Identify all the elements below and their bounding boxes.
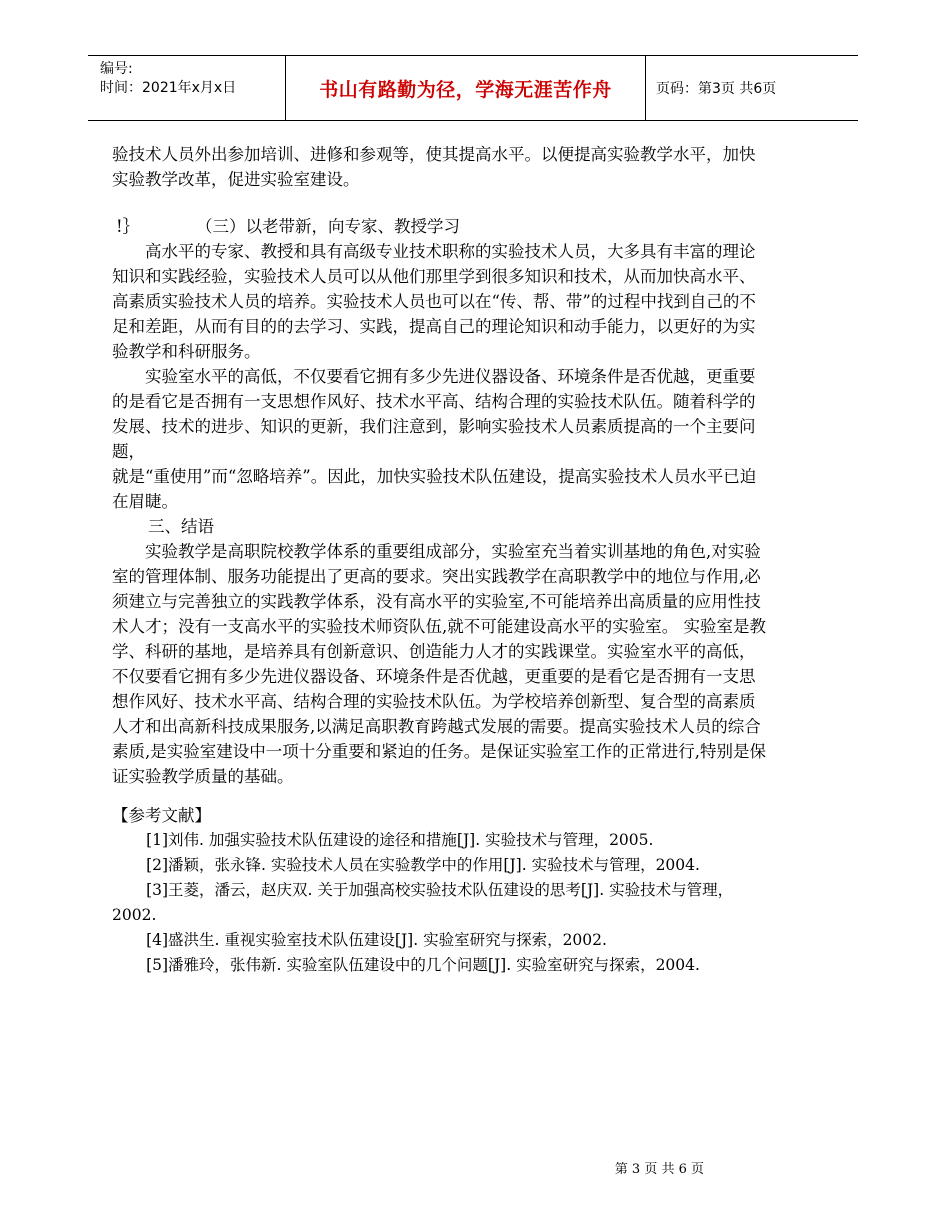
header-motto: 书山有路勤为径，学海无涯苦作舟 bbox=[285, 56, 646, 120]
reference-item: [5]潘雅玲，张伟新. 实验室队伍建设中的几个问题[J]. 实验室研究与探索，2004. bbox=[146, 956, 700, 974]
document-body bbox=[112, 142, 767, 978]
section-conclusion-heading: 三、结语 bbox=[148, 517, 214, 536]
paragraph-experts: 高水平的专家、教授和具有高级专业技术职称的实验技术人员，大多具有丰富的理论知识和实践经验，实验技术人员可以从他们那里学到很多知识和技术，从而加快高水平、高素质实验技术人员的培养。实验技术人员也可以在“传、帮、带”的过程中找到自己的不足和差距，从而有目的的去学习、实践，提高自己的理论知识和动手能力，以更好的为实验教学和科研服务。 bbox=[112, 242, 756, 361]
time-label: 时间：2021年x月x日 bbox=[100, 80, 237, 96]
references-section bbox=[112, 803, 767, 978]
number-label: 编号: bbox=[100, 61, 133, 77]
paragraph-intro: 验技术人员外出参加培训、进修和参观等，使其提高水平。以便提高实验教学水平，加快实验教学改革，促进实验室建设。 bbox=[112, 145, 756, 189]
page-footer: 第 3 页 共 6 页 bbox=[614, 1162, 704, 1177]
paragraph-lab-level-continued: 就是“重使用”而“忽略培养”。因此，加快实验技术队伍建设，提高实验技术人员水平已迫在眉睫。 bbox=[112, 467, 757, 511]
subsection-heading bbox=[112, 214, 767, 239]
references-title: 【参考文献】 bbox=[112, 806, 211, 825]
reference-item: [3]王菱，潘云，赵庆双. 关于加强高校实验技术队伍建设的思考[J]. 实验技术与管理，2002. bbox=[112, 881, 734, 924]
paragraph-lab-level: 实验室水平的高低，不仅要看它拥有多少先进仪器设备、环境条件是否优越，更重要的是看它是否拥有一支思想作风好、技术水平高、结构合理的实验技术队伍。随着科学的发展、技术的进步、知识的更新，我们注意到，影响实验技术人员素质提高的一个主要问题， bbox=[112, 367, 756, 461]
subsection-title: （三）以老带新，向专家、教授学习 bbox=[196, 217, 460, 236]
header-left-cell bbox=[88, 56, 285, 120]
reference-item: [2]潘颖，张永锋. 实验技术人员在实验教学中的作用[J]. 实验技术与管理，2004. bbox=[146, 856, 700, 874]
spacer bbox=[112, 192, 767, 214]
subsection-mark: !｝ bbox=[116, 217, 140, 236]
page-header bbox=[88, 55, 858, 121]
paragraph-conclusion: 实验教学是高职院校教学体系的重要组成部分，实验室充当着实训基地的角色,对实验室的管理体制、服务功能提出了更高的要求。突出实践教学在高职教学中的地位与作用,必须建立与完善独立的实践教学体系，没有高水平的实验室,不可能培养出高质量的应用性技术人才；没有一支高水平的实验技术师资队伍,就不可能建设高水平的实验室。 实验室是教学、科研的基地，是培养具有创新意识、创造能力人才的实践课堂。实验室水平的高低，不仅要看它拥有多少先进仪器设备、环境条件是否优越，更重要的是看它是否拥有一支思想作风好、技术水平高、结构合理的实验技术队伍。为学校培养创新型、复合型的高素质人才和出高新科技成果服务,以满足高职教育跨越式发展的需要。提高实验技术人员的综合素质,是实验室建设中一项十分重要和紧迫的任务。是保证实验室工作的正常进行,特别是保证实验教学质量的基础。 bbox=[112, 542, 766, 786]
reference-item: [1]刘伟. 加强实验技术队伍建设的途径和措施[J]. 实验技术与管理，2005. bbox=[146, 831, 654, 849]
header-page-info: 页码：第3页 共6页 bbox=[656, 81, 777, 97]
reference-item: [4]盛洪生. 重视实验室技术队伍建设[J]. 实验室研究与探索，2002. bbox=[146, 931, 607, 949]
